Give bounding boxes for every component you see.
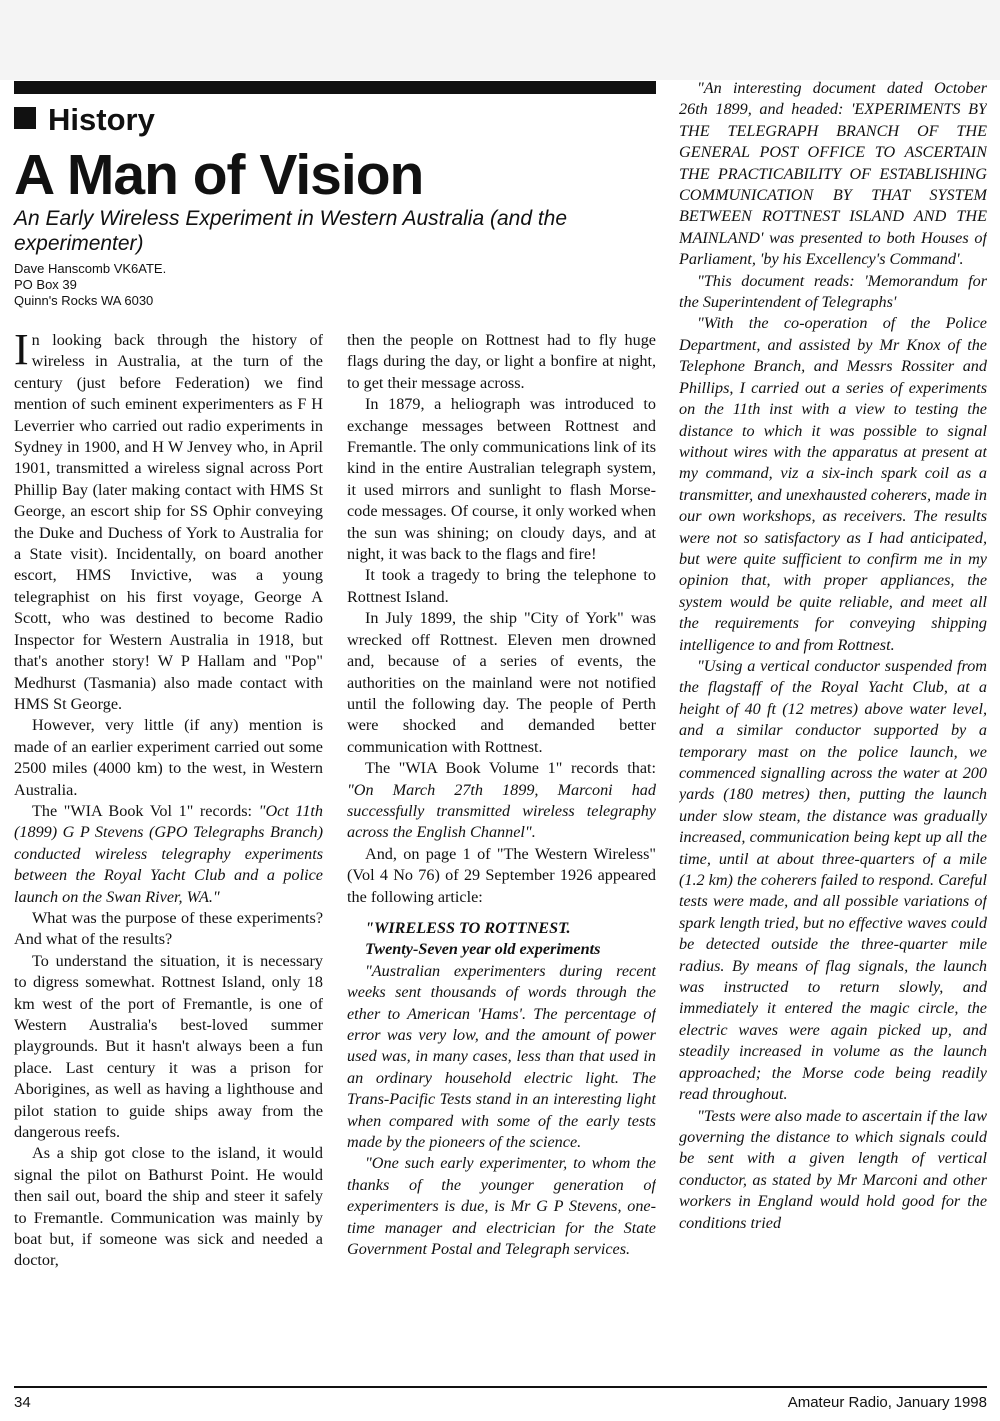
column-1 — [14, 330, 323, 1366]
quote-text: "On March 27th 1899, Marconi had successfully transmitted wireless telegraphy across the English Channel". — [347, 780, 656, 842]
quoted-paragraph: "This document reads: 'Memorandum for the Superintendent of Telegraphs' — [679, 271, 987, 312]
paragraph: In 1879, a heliograph was introduced to exchange messages between Rottnest and Fremantle. The only communications link of its kind in the entire Australian telegraph system, it used mirrors and sunlight to flash Morse-code messages. Of course, it only worked when the sun was shining; on cloudy days, and at night, it was back to the flags and fire! — [347, 395, 656, 564]
quoted-paragraph: "An interesting document dated October 26th 1899, and headed: 'EXPERIMENTS BY THE TELEGRAPH BRANCH OF THE GENERAL POST OFFICE TO ASCERTAIN THE PRACTICABILITY OF ESTABLISHING COMMUNICATION BY THAT SYSTEM BETWEEN ROTTNEST ISLAND AND THE MAINLAND' was presented to both Houses of Parliament, 'by his Excellency's Command'. — [679, 79, 987, 269]
author-line: Dave Hanscomb VK6ATE. — [14, 261, 167, 276]
paragraph — [14, 330, 323, 715]
author-address — [14, 261, 166, 309]
column-3 — [679, 78, 987, 1366]
paragraph: then the people on Rottnest had to fly huge flags during the day, or light a bonfire at night, to get their message across. — [347, 331, 656, 392]
section-square-icon — [14, 107, 36, 129]
author-line: PO Box 39 — [14, 277, 77, 292]
article-subtitle: An Early Wireless Experiment in Western Australia (and the experimenter) — [14, 207, 568, 255]
paragraph — [347, 758, 656, 844]
paragraph: And, on page 1 of "The Western Wireless" (Vol 4 No 76) of 29 September 1926 appeared the following article: — [347, 844, 656, 906]
quoted-paragraph: "With the co-operation of the Police Department, and assisted by Mr Knox of the Telephone Branch, and Messrs Rossiter and Phillips, I carried out a series of experiments on the 11th inst with a view to testing the distance to which it was possible to signal without wires with the apparatus at present at my command, viz a six-inch spark coil as a transmitter, and unexhausted coherers, made in our own workshops, as receivers. The results were not so satisfactory as I had anticipated, but were quite sufficient to confirm me in my opinion that, with proper appliances, the system would be quite reliable, and meet all the requirements for conveying shipping intelligence to and from Rottnest. — [679, 314, 987, 654]
quoted-paragraph: "Using a vertical conductor suspended from the flagstaff of the Royal Yacht Club, at a height of 40 ft (12 metres) above water level, and a similar conductor supported by a temporary mast on the police launch, we commenced signalling across the water at 200 yards (180 metres) then, putting the launch under slow steam, the distance was gradually increased, communication being kept up all the time, until at about three-quarters of a mile (1.2 km) the coherers failed to respond. Careful tests were made, and all possible variations of spark length tried, but no effective waves could be detected outside the three-quarter mile radius. By means of flag signals, the launch was instructed to return slowly, and immediately it entered the magic circle, the electric waves were again picked up, and steadily increased in volume as the launch approached; the Morse code being readily read throughout. — [679, 656, 987, 1104]
quoted-article-heading: "WIRELESS TO ROTTNEST. — [365, 918, 571, 937]
paragraph — [14, 801, 323, 908]
section-heading — [14, 102, 155, 138]
paragraph-text: The "WIA Book Vol 1" records: — [32, 801, 259, 820]
top-margin — [0, 0, 1000, 80]
quoted-paragraph: "One such early experimenter, to whom the thanks of the younger generation of experimenters is due, is Mr G P Stevens, one-time manager and electrician for the State Government Postal and Telegraph services. — [347, 1154, 656, 1259]
paragraph-text: The "WIA Book Volume 1" records that: — [365, 759, 656, 778]
footer-rule — [14, 1386, 987, 1388]
paragraph: What was the purpose of these experiments? And what of the results? — [14, 908, 323, 949]
paragraph: In July 1899, the ship "City of York" was wrecked off Rottnest. Eleven men drowned and, because of a series of events, the authorities on the mainland were not notified until the following day. The people of Perth were shocked and demanded better communication with Rottnest. — [347, 609, 656, 756]
quoted-paragraph: "Tests were also made to ascertain if the law governing the distance to which signals could be sent with a given length of vertical conductor, as stated by Mr Marconi and other workers in England would hold good for the conditions tried — [679, 1106, 987, 1232]
column-2 — [347, 330, 656, 1366]
paragraph-text: n looking back through the history of wireless in Australia, at the turn of the century (just before Federation) we find mention of such eminent experimenters as F H Leverrier who carried out radio experiments in Sydney in 1900, and H W Jenvey who, in April 1901, transmitted a wireless signal across Port Phillip Bay (later making contact with HMS St George, an escort ship for SS Ophir conveying the Duke and Duchess of York to Australia for a State visit). Incidentally, on board another escort, HMS Invictive, was a young telegraphist on his first voyage, George A Scott, who was destined to become Radio Inspector for Western Australia in 1918, but that's another story! W P Hallam and "Pop" Medhurst (Tasmania) also made contact with HMS St George. — [14, 331, 323, 713]
author-line: Quinn's Rocks WA 6030 — [14, 293, 154, 308]
section-label: History — [48, 102, 155, 137]
publication-footer: Amateur Radio, January 1998 — [787, 1394, 987, 1411]
paragraph: As a ship got close to the island, it would signal the pilot on Bathurst Point. He would then sail out, board the ship and steer it safely to Fremantle. Communication was mainly by boat but, if someone was sick and needed a doctor, — [14, 1144, 323, 1270]
paragraph: To understand the situation, it is necessary to digress somewhat. Rottnest Island, only 18 km west of the port of Fremantle, is one of Western Australia's best-loved summer playgrounds. But it hasn't always been a fun place. Last century it was a prison for Aborigines, as well as having a lighthouse and pilot station to guide ships away from the dangerous reefs. — [14, 951, 323, 1142]
quoted-paragraph: "Australian experimenters during recent weeks sent thousands of words through the ether to American 'Hams'. The percentage of error was very low, and the amount of power used was, in many cases, less than that used in an ordinary household electric light. The Trans-Pacific Tests stand in an interesting light when compared with some of the early tests made by the pioneers of the science. — [347, 961, 656, 1152]
quoted-article-subheading: Twenty-Seven year old experiments — [365, 940, 601, 959]
header-rule — [14, 81, 656, 94]
paragraph: It took a tragedy to bring the telephone to Rottnest Island. — [347, 566, 656, 606]
page-number: 34 — [14, 1394, 31, 1411]
article-title: A Man of Vision — [14, 143, 424, 207]
quote-text: "Oct 11th (1899) G P Stevens (GPO Telegraphs Branch) conducted wireless telegraphy experiments between the Royal Yacht Club and a police launch on the Swan River, WA." — [14, 801, 323, 906]
paragraph: However, very little (if any) mention is made of an earlier experiment carried out some 2500 miles (4000 km) to the west, in Western Australia. — [14, 716, 323, 799]
drop-cap: I — [14, 330, 29, 374]
